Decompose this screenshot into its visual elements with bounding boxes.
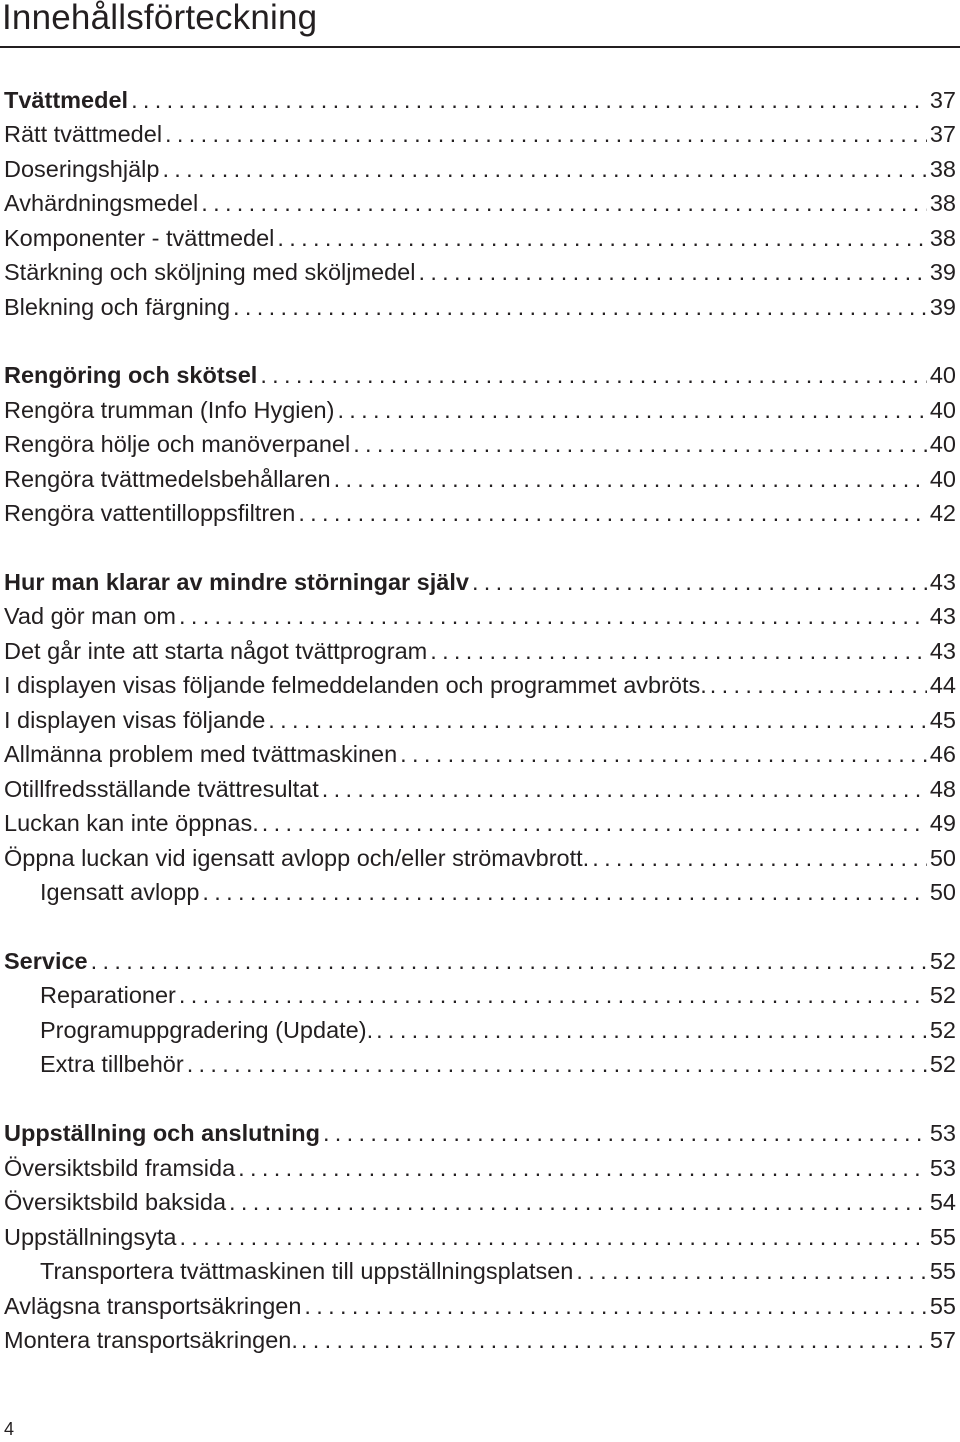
page-number: 4 <box>4 1419 15 1439</box>
toc-entry-label: Blekning och färgning <box>4 294 231 320</box>
toc-entry-page-number: 43 <box>929 603 956 629</box>
dot-leader <box>187 1047 927 1081</box>
toc-entry[interactable] <box>4 221 956 255</box>
dot-leader <box>277 221 926 255</box>
dot-leader <box>353 427 927 461</box>
toc-entry-label: Uppställning och anslutning <box>4 1120 320 1146</box>
toc-entry[interactable] <box>4 668 956 702</box>
toc-entry-label: Luckan kan inte öppnas. <box>4 810 259 836</box>
toc-entry-label: Doseringshjälp <box>4 156 160 182</box>
toc-section-heading[interactable] <box>4 565 956 599</box>
toc-section-heading[interactable] <box>4 358 956 392</box>
toc-entry-label: I displayen visas följande felmeddelanden och programmet avbröts. <box>4 672 707 698</box>
dot-leader <box>201 186 927 220</box>
toc-entry-page-number: 37 <box>929 121 956 147</box>
toc-entry-page-number: 43 <box>929 638 956 664</box>
toc-entry-label: Rätt tvättmedel <box>4 121 163 147</box>
dot-leader <box>298 496 927 530</box>
dot-leader <box>202 875 926 909</box>
dot-leader <box>165 117 927 151</box>
dot-leader <box>262 806 927 840</box>
toc-entry[interactable] <box>4 186 956 220</box>
dot-leader <box>430 634 927 668</box>
toc-entry[interactable] <box>4 1289 956 1323</box>
toc-entry-page-number: 38 <box>929 156 956 182</box>
toc-entry-page-number: 38 <box>929 190 956 216</box>
toc-entry-page-number: 53 <box>929 1120 956 1146</box>
toc-entry-label: Rengöra trumman (Info Hygien) <box>4 397 335 423</box>
dot-leader <box>418 255 926 289</box>
toc-entry-page-number: 42 <box>929 500 956 526</box>
toc-entry-page-number: 49 <box>929 810 956 836</box>
dot-leader <box>238 1151 927 1185</box>
toc-entry-label: Översiktsbild baksida <box>4 1189 227 1215</box>
toc-entry[interactable] <box>4 599 956 633</box>
toc-entry[interactable] <box>4 1220 956 1254</box>
toc-entry[interactable] <box>4 772 956 806</box>
dot-leader <box>179 1220 926 1254</box>
toc-entry-label: Tvättmedel <box>4 87 129 113</box>
toc-entry-label: I displayen visas följande <box>4 707 266 733</box>
toc-entry-label: Rengöra hölje och manöverpanel <box>4 431 351 457</box>
toc-entry-label: Extra tillbehör <box>40 1051 184 1077</box>
toc-entry-page-number: 55 <box>929 1258 956 1284</box>
toc-entry[interactable] <box>4 290 956 324</box>
toc-entry[interactable] <box>4 634 956 668</box>
toc-entry-label: Reparationer <box>40 982 176 1008</box>
dot-leader <box>268 703 927 737</box>
toc-entry-label: Programuppgradering (Update). <box>40 1017 374 1043</box>
dot-leader <box>322 772 927 806</box>
toc-entry-page-number: 45 <box>929 707 956 733</box>
toc-entry[interactable] <box>4 1185 956 1219</box>
dot-leader <box>472 565 927 599</box>
toc-entry-label: Rengöring och skötsel <box>4 362 258 388</box>
toc-entry-label: Montera transportsäkringen. <box>4 1327 298 1353</box>
toc-entry[interactable] <box>4 1323 956 1357</box>
dot-leader <box>304 1289 926 1323</box>
dot-leader <box>576 1254 926 1288</box>
toc-entry-label: Komponenter - tvättmedel <box>4 225 275 251</box>
dot-leader <box>179 599 927 633</box>
toc-entry[interactable] <box>4 841 956 875</box>
toc-entry-label: Otillfredsställande tvättresultat <box>4 776 319 802</box>
toc-entry[interactable] <box>4 462 956 496</box>
dot-leader <box>91 944 927 978</box>
toc-entry[interactable] <box>4 703 956 737</box>
toc-entry-label: Hur man klarar av mindre störningar själv <box>4 569 469 595</box>
toc-entry[interactable] <box>4 737 956 771</box>
toc-entry-label: Rengöra tvättmedelsbehållaren <box>4 466 331 492</box>
toc-entry-page-number: 40 <box>929 362 956 388</box>
dot-leader <box>179 978 927 1012</box>
toc-entry-label: Översiktsbild framsida <box>4 1155 236 1181</box>
toc-entry-page-number: 52 <box>929 982 956 1008</box>
toc-entry-page-number: 43 <box>929 569 956 595</box>
dot-leader <box>592 841 927 875</box>
dot-leader <box>260 358 927 392</box>
toc-section-heading[interactable] <box>4 944 956 978</box>
toc-entry-label: Allmänna problem med tvättmaskinen <box>4 741 398 767</box>
dot-leader <box>301 1323 927 1357</box>
toc-entry-page-number: 40 <box>929 397 956 423</box>
dot-leader <box>710 668 927 702</box>
toc-entry-label: Öppna luckan vid igensatt avlopp och/eller strömavbrott. <box>4 845 590 871</box>
toc-entry-page-number: 50 <box>929 845 956 871</box>
toc-entry[interactable] <box>40 1047 956 1081</box>
toc-entry-page-number: 39 <box>929 259 956 285</box>
toc-entry-page-number: 39 <box>929 294 956 320</box>
toc-entry[interactable] <box>40 875 956 909</box>
toc-entry-label: Service <box>4 948 88 974</box>
toc-entry-label: Igensatt avlopp <box>40 879 200 905</box>
toc-entry-page-number: 40 <box>929 431 956 457</box>
toc-entry-page-number: 44 <box>929 672 956 698</box>
toc-entry-label: Vad gör man om <box>4 603 176 629</box>
dot-leader <box>337 393 926 427</box>
toc-entry-label: Avlägsna transportsäkringen <box>4 1293 302 1319</box>
title-divider <box>0 46 960 48</box>
toc-entry[interactable] <box>40 1013 956 1047</box>
toc-entry-page-number: 57 <box>929 1327 956 1353</box>
toc-entry-page-number: 55 <box>929 1224 956 1250</box>
toc-entry-page-number: 37 <box>929 87 956 113</box>
dot-leader <box>233 290 927 324</box>
dot-leader <box>323 1116 927 1150</box>
dot-leader <box>131 83 927 117</box>
dot-leader <box>334 462 927 496</box>
toc-section-heading[interactable] <box>4 83 956 117</box>
toc-entry-label: Det går inte att starta något tvättprogram <box>4 638 428 664</box>
dot-leader <box>162 152 926 186</box>
dot-leader <box>229 1185 927 1219</box>
toc-entry[interactable] <box>4 152 956 186</box>
toc-entry-page-number: 54 <box>929 1189 956 1215</box>
page-title: Innehållsförteckning <box>2 0 318 37</box>
toc-entry[interactable] <box>4 1151 956 1185</box>
toc-entry-label: Uppställningsyta <box>4 1224 177 1250</box>
toc-entry[interactable] <box>4 393 956 427</box>
toc-entry[interactable] <box>4 117 956 151</box>
toc-entry-label: Rengöra vattentilloppsfiltren <box>4 500 296 526</box>
toc-entry[interactable] <box>4 255 956 289</box>
toc-entry-page-number: 50 <box>929 879 956 905</box>
dot-leader <box>400 737 927 771</box>
toc-entry-page-number: 52 <box>929 948 956 974</box>
toc-section-heading[interactable] <box>4 1116 956 1150</box>
toc-entry-page-number: 55 <box>929 1293 956 1319</box>
toc-entry-label: Transportera tvättmaskinen till uppställningsplatsen <box>40 1258 574 1284</box>
toc-entry-label: Stärkning och sköljning med sköljmedel <box>4 259 416 285</box>
toc-entry-label: Avhärdningsmedel <box>4 190 199 216</box>
toc-entry-page-number: 48 <box>929 776 956 802</box>
toc-entry[interactable] <box>40 978 956 1012</box>
toc-entry-page-number: 52 <box>929 1017 956 1043</box>
toc-entry[interactable] <box>4 496 956 530</box>
toc-entry[interactable] <box>40 1254 956 1288</box>
toc-entry[interactable] <box>4 806 956 840</box>
toc-entry-page-number: 53 <box>929 1155 956 1181</box>
toc-entry-page-number: 46 <box>929 741 956 767</box>
toc-entry-page-number: 52 <box>929 1051 956 1077</box>
toc-entry-page-number: 38 <box>929 225 956 251</box>
dot-leader <box>376 1013 927 1047</box>
toc-entry[interactable] <box>4 427 956 461</box>
toc-entry-page-number: 40 <box>929 466 956 492</box>
